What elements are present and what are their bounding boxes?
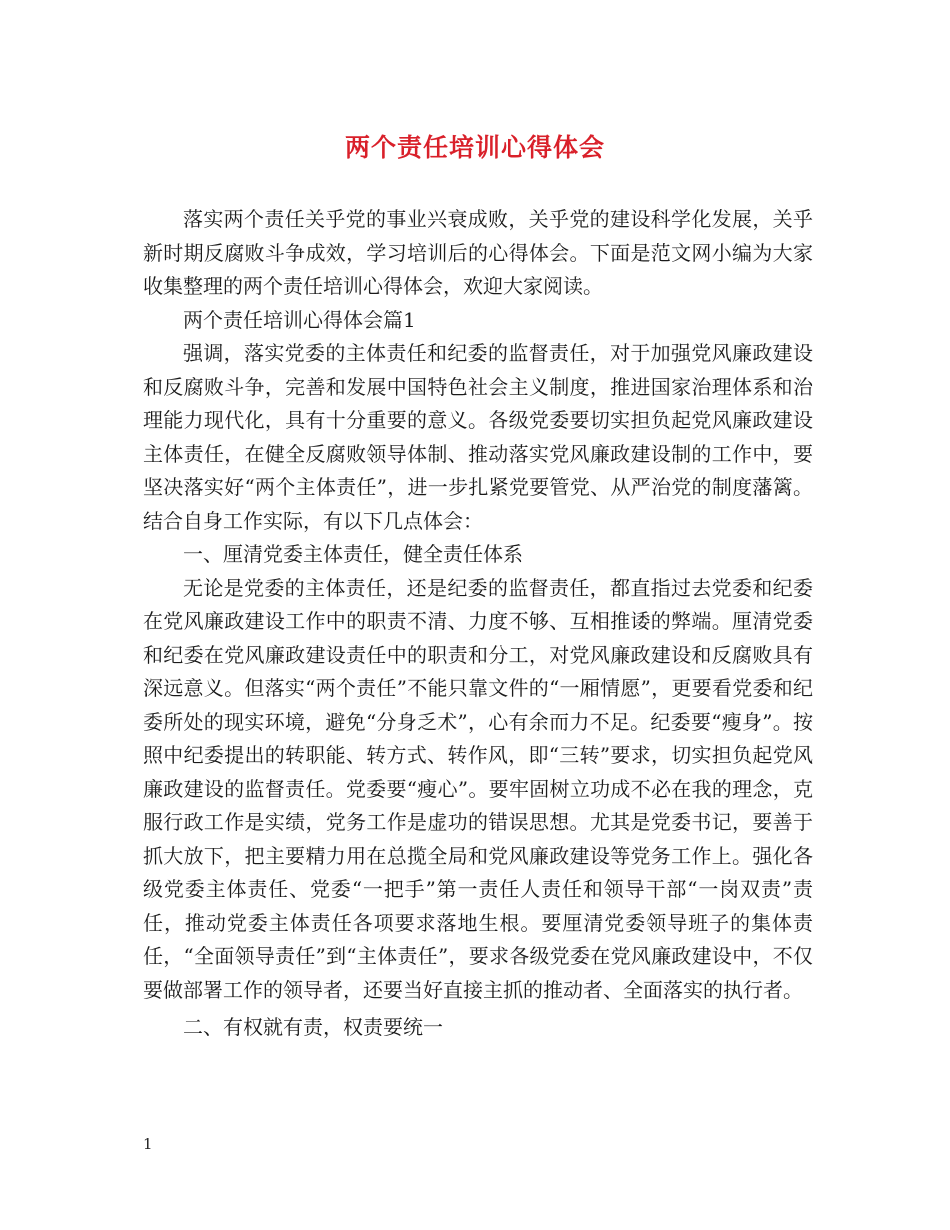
document-body bbox=[143, 203, 813, 1045]
section-heading-2: 二、有权就有责，权责要统一 bbox=[183, 1015, 443, 1039]
body-paragraph: 强调，落实党委的主体责任和纪委的监督责任，对于加强党风廉政建设和反腐败斗争，完善和发展中国特色社会主义制度，推进国家治理体系和治理能力现代化，具有十分重要的意义。各级党委要切实担负起党风廉政建设主体责任，在健全反腐败领导体制、推动落实党风廉政建设制的工作中，要坚决落实好“两个主体责任”，进一步扎紧党要管党、从严治党的制度藩篱。结合自身工作实际，有以下几点体会： bbox=[143, 341, 813, 533]
page-number: 1 bbox=[143, 1135, 153, 1153]
body-paragraph: 无论是党委的主体责任，还是纪委的监督责任，都直指过去党委和纪委在党风廉政建设工作中的职责不清、力度不够、互相推诿的弊端。厘清党委和纪委在党风廉政建设责任中的职责和分工，对党风廉政建设和反腐败具有深远意义。但落实“两个责任”不能只靠文件的“一厢情愿”，更要看党委和纪委所处的现实环境，避免“分身乏术”，心有余而力不足。纪委要“瘦身”。按照中纪委提出的转职能、转方式、转作风，即“三转”要求，切实担负起党风廉政建设的监督责任。党委要“瘦心”。要牢固树立功成不必在我的理念，克服行政工作是实绩，党务工作是虚功的错误思想。尤其是党委书记，要善于抓大放下，把主要精力用在总揽全局和党风廉政建设等党务工作上。强化各级党委主体责任、党委“一把手”第一责任人责任和领导干部“一岗双责”责任，推动党委主体责任各项要求落地生根。要厘清党委领导班子的集体责任，“全面领导责任”到“主体责任”，要求各级党委在党风廉政建设中，不仅要做部署工作的领导者，还要当好直接主抓的推动者、全面落实的执行者。 bbox=[143, 575, 813, 1002]
section-heading-1: 一、厘清党委主体责任，健全责任体系 bbox=[183, 542, 523, 566]
section-heading-part1: 两个责任培训心得体会篇1 bbox=[183, 307, 416, 332]
document-title: 两个责任培训心得体会 bbox=[344, 133, 605, 162]
intro-paragraph: 落实两个责任关乎党的事业兴衰成败，关乎党的建设科学化发展，关乎新时期反腐败斗争成效，学习培训后的心得体会。下面是范文网小编为大家收集整理的两个责任培训心得体会，欢迎大家阅读。 bbox=[143, 207, 813, 298]
